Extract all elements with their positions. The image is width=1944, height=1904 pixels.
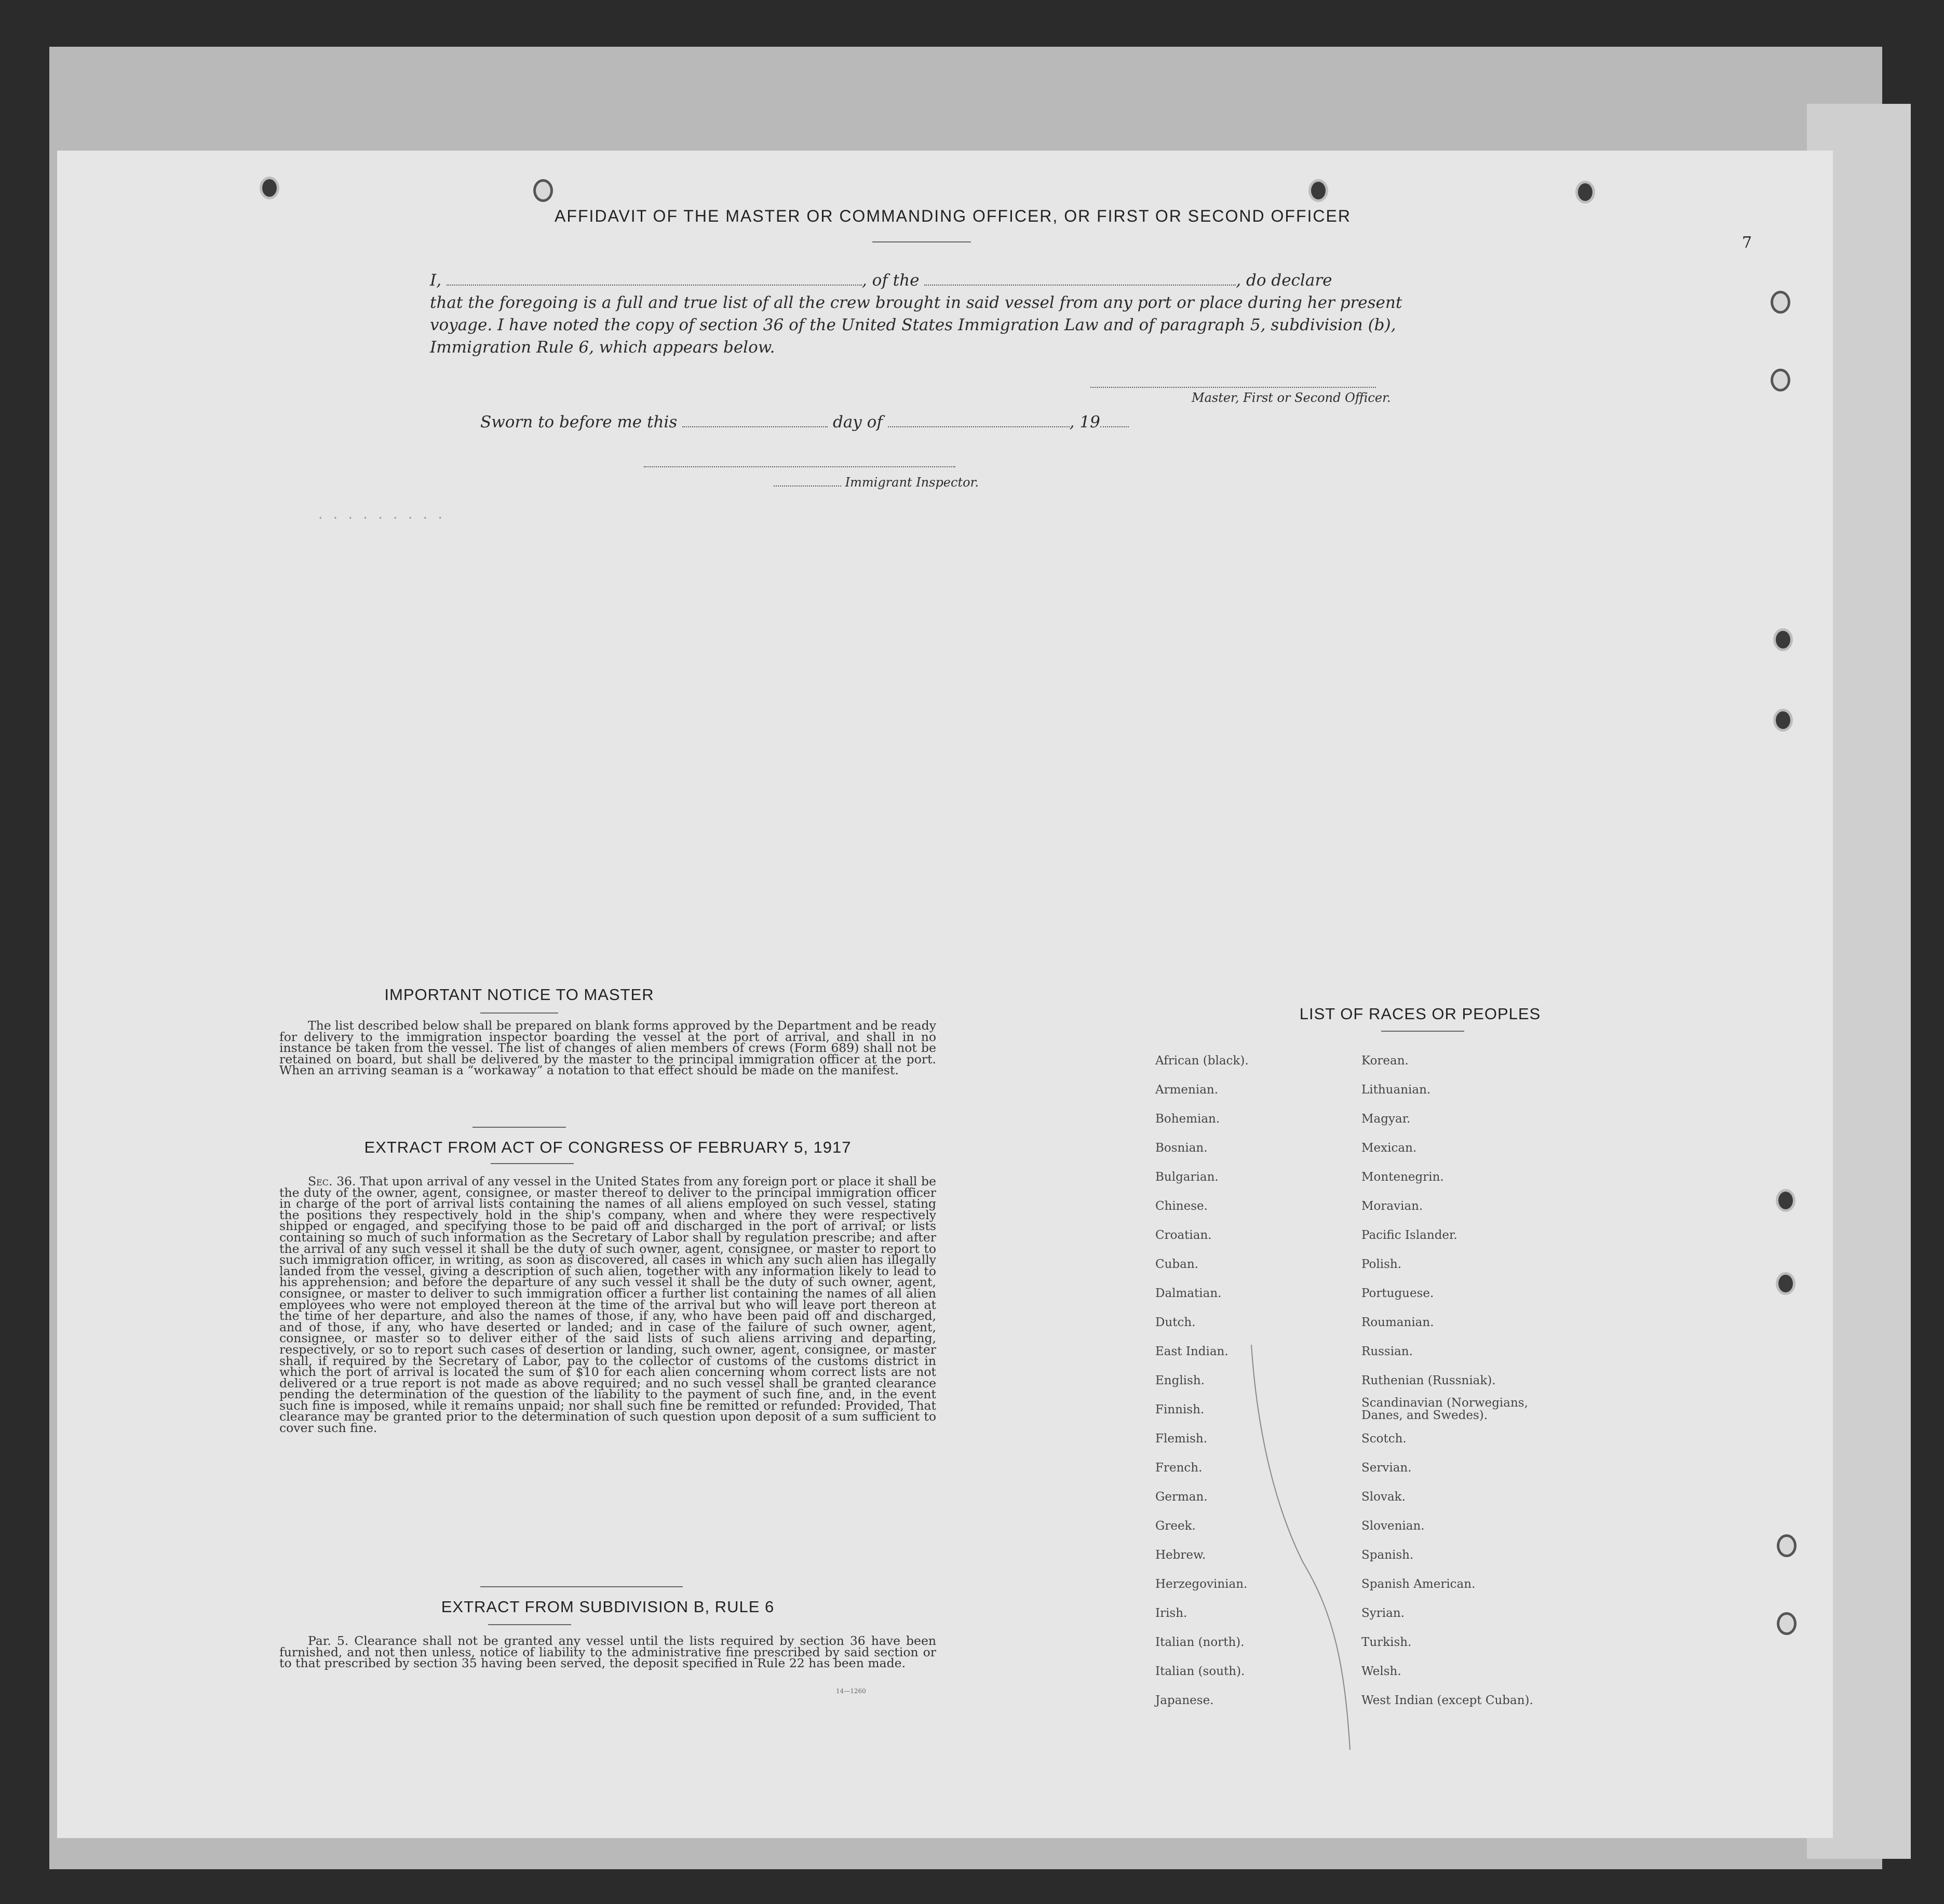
races-title: LIST OF RACES OR PEOPLES <box>1299 1005 1541 1023</box>
punch-hole <box>1777 1534 1797 1557</box>
race-right: Pacific Islander. <box>1361 1228 1457 1242</box>
affidavit-line-3: voyage. I have noted the copy of section 36 of the United States Immigration Law and of paragraph 5, subdivision (b), <box>430 316 1396 334</box>
race-right: Montenegrin. <box>1361 1170 1444 1184</box>
race-right: Lithuanian. <box>1361 1083 1431 1097</box>
inspector-dots <box>774 485 841 487</box>
act-section-text: That upon arrival of any vessel in the United States from any foreign port or place it shall be the duty of the owner, agent, consignee, or master thereof to deliver to the principal immigration officer in charge of the port of arrival lists containing the names of all aliens employed on such vessel, stating the positions they respectively hold in the ship's company, when and where they were respectively shipped or engaged, and specifying those to be paid off and discharged in the port of arrival; or lists containing so much of such information as the Secretary of Labor shall by regulation prescribe; and after the arrival of any such vessel it shall be the duty of such owner, agent, consignee, or master to report to such immigration officer, in writing, as soon as discovered, all cases in which any such alien has illegally landed from the vessel, giving a description of such alien, together with any information likely to lead to his apprehension; and before the departure of any such vessel it shall be the duty of such owner, agent, consignee, or master to deliver to such immigration officer a further list containing the names of all alien employees who were not employed thereon at the time of the arrival but who will leave port thereon at the time of her departure, and also the names of those, if any, who have been paid off and discharged, and of those, if any, who have deserted or landed; and in case of the failure of such owner, agent, consignee, or master so to deliver either of the said lists of such aliens arriving and departing, respectively, or so to report such cases of desertion or landing, such owner, agent, consignee, or master shall, if required by the Secretary of Labor, pay to the collector of customs of the customs district in which the port of arrival is located the sum of $10 for each alien concerning whom correct lists are not delivered or a true report is not made as above required; and no such vessel shall be granted clearance pending the determination of the question of the liability to the payment of such fine, and, in the event such fine is imposed, while it remains unpaid; nor shall such fine be remitted or refunded: Provided, That clearance may be granted prior to the determination of such question upon deposit of a sum sufficient to cover such fine. <box>279 1174 936 1436</box>
rule-text <box>279 1633 936 1671</box>
notice-rule <box>480 1012 558 1014</box>
race-right: Roumanian. <box>1361 1316 1434 1329</box>
race-left: Bulgarian. <box>1155 1170 1219 1184</box>
month-field <box>888 426 1070 427</box>
vessel-field <box>924 285 1236 286</box>
race-right: Korean. <box>1361 1054 1409 1068</box>
title-rule <box>872 241 971 242</box>
race-left: Flemish. <box>1155 1432 1208 1446</box>
corner-mark: 7 <box>1742 234 1752 252</box>
punch-hole <box>1777 1612 1797 1635</box>
bleed-through-text: . . . . . . . . . <box>317 509 444 523</box>
inspector-signature-line <box>644 466 955 467</box>
race-right: Turkish. <box>1361 1636 1412 1649</box>
affidavit-line-2: that the foregoing is a full and true list of all the crew brought in said vessel from any port or place during her present <box>430 293 1402 312</box>
race-left: East Indian. <box>1155 1345 1228 1358</box>
race-left: Cuban. <box>1155 1258 1198 1271</box>
pencil-mark <box>1241 1345 1386 1760</box>
race-right: Spanish. <box>1361 1548 1414 1562</box>
race-right: Moravian. <box>1361 1199 1423 1213</box>
affidavit-title: AFFIDAVIT OF THE MASTER OR COMMANDING OFFICER, OR FIRST OR SECOND OFFICER <box>555 207 1351 225</box>
affidavit-of-the: , of the <box>861 271 920 290</box>
act-text <box>279 1176 936 1434</box>
punch-hole <box>1575 181 1595 204</box>
race-right: Ruthenian (Russniak). <box>1361 1374 1496 1387</box>
sworn-line <box>480 413 1129 431</box>
race-left: Irish. <box>1155 1606 1187 1620</box>
race-right: Servian. <box>1361 1461 1412 1475</box>
race-left: Herzegovinian. <box>1155 1577 1248 1591</box>
section-rule <box>473 1127 566 1128</box>
race-left: Dalmatian. <box>1155 1287 1222 1300</box>
rule-rule <box>488 1624 571 1625</box>
affidavit-declare: , do declare <box>1236 271 1332 290</box>
race-left: Greek. <box>1155 1519 1196 1533</box>
races-rule <box>1381 1031 1464 1032</box>
race-right: Welsh. <box>1361 1665 1401 1678</box>
rule-title: EXTRACT FROM SUBDIVISION B, RULE 6 <box>441 1598 775 1616</box>
race-left: African (black). <box>1155 1054 1249 1068</box>
race-left: Bohemian. <box>1155 1112 1220 1126</box>
race-left: Hebrew. <box>1155 1548 1206 1562</box>
master-signature-label: Master, First or Second Officer. <box>1192 390 1391 405</box>
race-left: Chinese. <box>1155 1199 1208 1213</box>
race-right: Mexican. <box>1361 1141 1417 1155</box>
inspector-line <box>774 475 979 490</box>
form-number: 14—1260 <box>836 1687 866 1695</box>
race-left: Japanese. <box>1155 1694 1214 1707</box>
punch-hole <box>1776 1272 1796 1295</box>
race-left: Italian (north). <box>1155 1636 1245 1649</box>
punch-hole <box>533 179 553 202</box>
race-right: Slovak. <box>1361 1490 1406 1504</box>
punch-hole <box>1771 291 1790 314</box>
notice-title: IMPORTANT NOTICE TO MASTER <box>384 985 654 1004</box>
race-left: Italian (south). <box>1155 1665 1245 1678</box>
day-of-label: day of <box>832 413 883 431</box>
punch-hole <box>1771 369 1790 391</box>
year-label: , 19 <box>1069 413 1100 431</box>
race-left: English. <box>1155 1374 1205 1387</box>
race-right: Spanish American. <box>1361 1577 1476 1591</box>
notice-text <box>279 1020 936 1076</box>
race-left: Bosnian. <box>1155 1141 1208 1155</box>
punch-hole <box>260 177 279 199</box>
punch-hole <box>1308 179 1328 202</box>
name-field <box>447 285 862 286</box>
race-right: Portuguese. <box>1361 1287 1434 1300</box>
race-right: Scandinavian (Norwegians, Danes, and Swedes). <box>1361 1396 1528 1422</box>
rule-paragraph: Par. 5. Clearance shall not be granted any vessel until the lists required by section 36 have been furnished, and not then unless, notice of liability to the administrative fine prescribed by said section or to that prescribed by section 35 having been served, the deposit specified in Rule 22 has been made. <box>279 1633 936 1671</box>
race-right: Russian. <box>1361 1345 1413 1358</box>
race-left: German. <box>1155 1490 1208 1504</box>
notice-paragraph: The list described below shall be prepared on blank forms approved by the Department and be ready for delivery to the immigration inspector boarding the vessel at the port of arrival, and shall in no instance be taken from the vessel. The list of changes of alien members of crews (Form 689) shall not be retained on board, but shall be delivered by the master to the principal immigration officer at the port. When an arriving seaman is a “workaway” a notation to that effect should be made on the manifest. <box>279 1018 936 1078</box>
act-end-rule <box>480 1586 683 1587</box>
race-right: Polish. <box>1361 1258 1402 1271</box>
sworn-date-field <box>682 426 828 427</box>
race-left: Armenian. <box>1155 1083 1219 1097</box>
master-signature-line <box>1090 387 1376 388</box>
act-rule <box>491 1163 574 1164</box>
race-left: French. <box>1155 1461 1203 1475</box>
race-right: Scotch. <box>1361 1432 1407 1446</box>
race-right: West Indian (except Cuban). <box>1361 1694 1533 1707</box>
punch-hole <box>1776 1189 1796 1212</box>
punch-hole <box>1773 628 1793 651</box>
affidavit-i: I, <box>430 271 442 290</box>
race-right: Magyar. <box>1361 1112 1411 1126</box>
inspector-label: Immigrant Inspector. <box>845 475 979 490</box>
punch-hole <box>1773 709 1793 732</box>
act-section-label: Sec. 36. <box>308 1174 356 1189</box>
form-page <box>57 151 1833 1838</box>
race-right: Syrian. <box>1361 1606 1405 1620</box>
race-left: Finnish. <box>1155 1403 1205 1416</box>
affidavit-line-1 <box>430 271 1332 290</box>
act-title: EXTRACT FROM ACT OF CONGRESS OF FEBRUARY 5, 1917 <box>364 1138 852 1156</box>
sworn-label: Sworn to before me this <box>480 413 678 431</box>
year-field <box>1100 426 1129 427</box>
act-paragraph <box>279 1176 936 1434</box>
race-right: Slovenian. <box>1361 1519 1425 1533</box>
race-left: Dutch. <box>1155 1316 1196 1329</box>
race-left: Croatian. <box>1155 1228 1212 1242</box>
affidavit-line-4: Immigration Rule 6, which appears below. <box>430 338 775 357</box>
